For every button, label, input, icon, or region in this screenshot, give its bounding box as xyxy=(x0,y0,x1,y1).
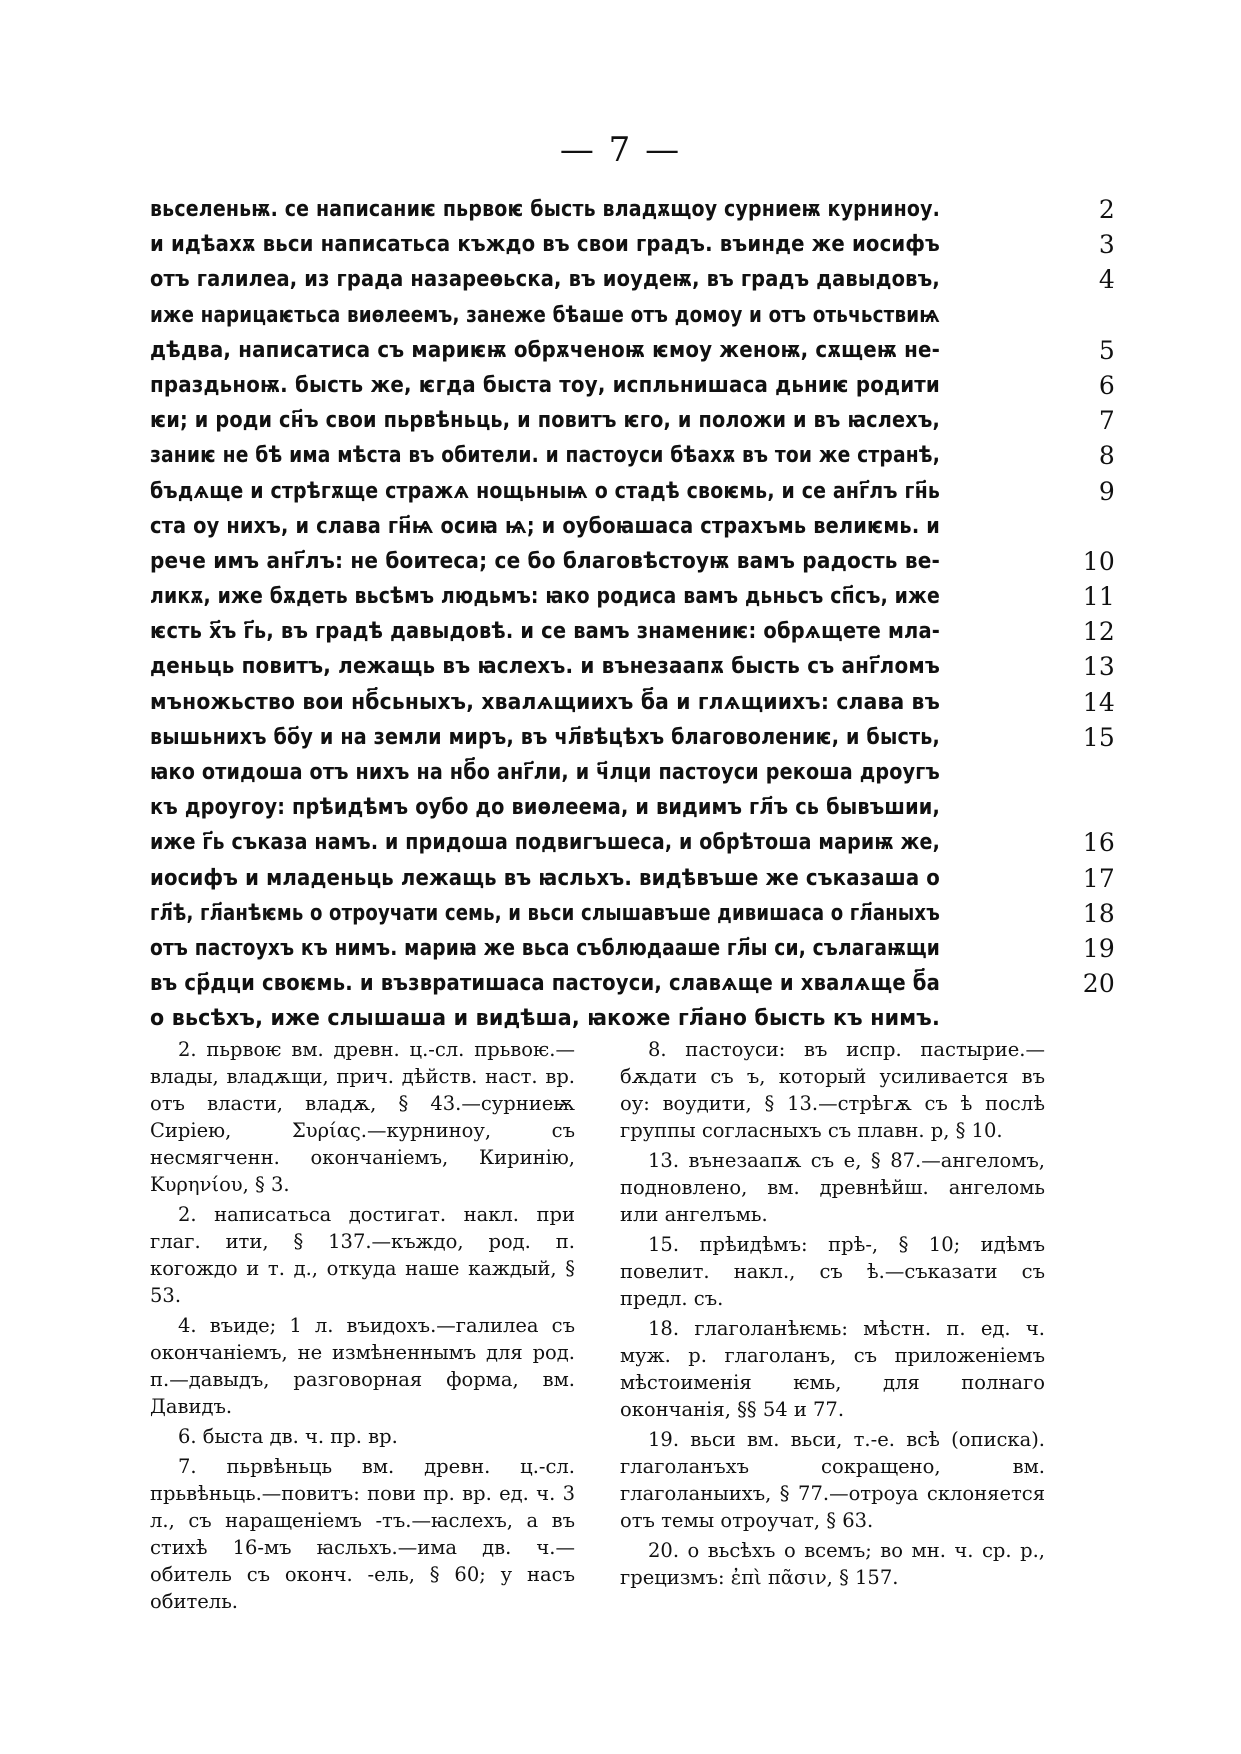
verse-number: 11 xyxy=(1082,582,1115,612)
verse-number: 5 xyxy=(1098,335,1115,365)
text-line xyxy=(150,298,1050,333)
footnote: 19. вьси вм. вьси, т.-е. всѣ (описка). глаголанъхъ сокращено, вм. глаголаныихъ, § 77.—отроуа склоняется отъ темы отроучат, § 63. xyxy=(620,1428,1045,1532)
verse-number: 13 xyxy=(1082,652,1115,682)
text-line xyxy=(150,861,1115,896)
verse-number: 4 xyxy=(1098,265,1115,295)
text-line xyxy=(150,825,1115,860)
text-line xyxy=(150,403,1115,438)
verse-number: 17 xyxy=(1082,863,1115,893)
line-text: мъножьство вои нб҃сьныхъ, хвалѧщиихъ б҃а и глѧщиихъ: слава въ xyxy=(150,689,940,715)
text-line xyxy=(150,649,1115,684)
verse-number: 16 xyxy=(1082,828,1115,858)
line-text: рече имъ анг҃лъ: не боитеса; се бо благовѣстоуѭ вамъ радость ве- xyxy=(150,548,940,574)
footnote: 8. пастоуси: въ испр. пастырие.— бѫдати съ ъ, который усиливается въ оу: воудити, § 13.—стрѣгѫ съ ѣ послѣ группы согласныхъ съ плавн. р, § 10. xyxy=(620,1038,1045,1142)
verse-number: 9 xyxy=(1098,476,1115,506)
line-text: отъ пастоухъ къ нимъ. мариꙗ же вьса съблюдааше гл҃ы си, сълагаѭщи xyxy=(150,935,940,961)
text-line xyxy=(150,509,1050,544)
verse-number: 2 xyxy=(1098,195,1115,224)
line-text: дѣдва, написатиса съ мариѥѭ обрѫченоѭ ѥмоу женоѭ, сѫщеѭ не- xyxy=(150,337,940,363)
footnote: 4. въиде; 1 л. въидохъ.—галилеа съ окончаніемъ, не измѣненнымъ для род. п.—давыдъ, разговорная форма, вм. Давидъ. xyxy=(150,1314,575,1418)
line-text: иосифъ и младеньць лежащь въ ꙗсльхъ. видѣвъше же съказаша о xyxy=(150,865,940,891)
page-number: — 7 — xyxy=(559,130,682,170)
verse-number: 8 xyxy=(1098,441,1115,471)
line-text: бъдѧще и стрѣгѫще стражѧ нощьныѩ о стадѣ своѥмь, и се анг҃лъ гн҃ь xyxy=(150,478,940,504)
footnote: 18. глаголанѣѥмь: мѣстн. п. ед. ч. муж. р. глаголанъ, съ приложеніемъ мѣстоименія ѥмь, для полнаго окончанія, §§ 54 и 77. xyxy=(620,1317,1045,1421)
text-line xyxy=(150,333,1115,368)
text-line xyxy=(150,685,1115,720)
text-line xyxy=(150,720,1115,755)
verse-number: 18 xyxy=(1082,898,1115,928)
footnote: 7. пьрвѣньць вм. древн. ц.-сл. прьвѣньць.—повитъ: пови пр. вр. ед. ч. 3 л., съ наращеніемъ -тъ.—ꙗслехъ, а въ стихѣ 16-мъ ꙗсльхъ.—има дв. ч.—обитель съ оконч. -ель, § 60; у насъ обитель. xyxy=(150,1455,575,1613)
line-text: ѥи; и роди сн҃ъ свои пьрвѣньць, и повитъ ѥго, и положи и въ ꙗслехъ, xyxy=(150,408,940,434)
text-line xyxy=(150,790,1050,825)
line-text: о вьсѣхъ, иже слышаша и видѣша, ꙗкоже гл҃ано бысть къ нимъ. xyxy=(150,1006,940,1032)
line-text: заниѥ не бѣ има мѣста въ обители. и пастоуси бѣахѫ въ тои же странѣ, xyxy=(150,443,940,469)
verse-number: 10 xyxy=(1082,546,1115,576)
line-text: и идѣахѫ вьси написатьса къждо въ свои градъ. въинде же иосифъ xyxy=(150,232,940,258)
footnote: 15. прѣидѣмъ: прѣ-, § 10; идѣмъ повелит. накл., съ ѣ.—съказати съ предл. съ. xyxy=(620,1233,1045,1310)
text-line xyxy=(150,544,1115,579)
verse-number: 14 xyxy=(1082,687,1115,717)
line-text: иже нарицаѥтьса виѳлеемъ, занеже бѣаше отъ домоу и отъ отьчьствиѩ xyxy=(150,302,940,328)
text-line xyxy=(150,966,1115,1001)
line-text: отъ галилеа, из града назареѳьска, въ иоудеѭ, въ градъ давыдовъ, xyxy=(150,267,940,293)
text-line xyxy=(150,438,1115,473)
footnote: 2. пьрвоѥ вм. древн. ц.-сл. прьвоѥ.— влады, владѫщи, прич. дѣйств. наст. вр. отъ власти, владѫ, § 43.—сурниеѭ Сиріею, Συρίας.—курниноу, съ несмягченн. окончаніемъ, Киринію, Κυρηνίου, § 3. xyxy=(150,1038,575,1196)
line-text: гл҃ѣ, гл҃анѣѥмь о отроучати семь, и вьси слышавъше дивишаса о гл҃аныхъ xyxy=(150,900,940,926)
line-text: вышьнихъ бо҃у и на земли миръ, въ чл҃вѣцѣхъ благоволениѥ, и бысть, xyxy=(150,724,940,750)
line-text: ꙗко отидоша отъ нихъ на нб҃о анг҃ли, и ч҃лци пастоуси рекоша дроугъ xyxy=(150,760,940,785)
text-line xyxy=(150,896,1115,931)
line-text: ста оу нихъ, и слава гн҃ѩ осиꙗ ѩ; и оубоꙗшаса страхъмь велиѥмь. и xyxy=(150,513,940,539)
line-text: вьселеньѭ. се написаниѥ пьрвоѥ бысть владѫщоу сурниеѭ курниноу. xyxy=(150,197,940,222)
text-line xyxy=(150,227,1115,262)
line-text: иже г҃ь съказа намъ. и придоша подвигъшеса, и обрѣтоша мариѭ же, xyxy=(150,830,940,856)
text-line xyxy=(150,368,1115,403)
verse-number: 15 xyxy=(1082,722,1115,752)
footnotes-right-column xyxy=(620,1036,1045,1594)
footnotes-left-column xyxy=(150,1036,575,1618)
line-text: въ ср҃дци своѥмь. и възвратишаса пастоуси, славѧще и хвалѧще б҃а xyxy=(150,971,940,997)
verse-number: 20 xyxy=(1082,969,1115,999)
line-text: ѥсть х҃ъ г҃ь, въ градѣ давыдовѣ. и се вамъ знамениѥ: обрѧщете мла- xyxy=(150,619,940,645)
verse-number: 19 xyxy=(1082,933,1115,963)
verse-number: 12 xyxy=(1082,617,1115,647)
footnote: 6. быста дв. ч. пр. вр. xyxy=(178,1425,398,1448)
text-line xyxy=(150,262,1115,297)
footnote: 20. о вьсѣхъ о всемъ; во мн. ч. ср. р., грецизмъ: ἐπὶ πᾶσιν, § 157. xyxy=(620,1539,1045,1589)
text-line xyxy=(150,614,1115,649)
verse-number: 7 xyxy=(1098,406,1115,436)
text-line xyxy=(150,579,1115,614)
text-line xyxy=(150,755,1050,790)
text-line xyxy=(150,474,1115,509)
text-line xyxy=(150,192,1115,227)
text-line xyxy=(150,931,1115,966)
line-text: деньць повитъ, лежащь въ ꙗслехъ. и вънезаапѫ бысть съ анг҃ломъ xyxy=(150,654,940,680)
line-text: къ дроугоу: прѣидѣмъ оубо до виѳлеема, и видимъ гл҃ъ сь бывъшии, xyxy=(150,795,940,821)
line-text: ликѫ, иже бѫдеть вьсѣмъ людьмъ: ꙗко родиса вамъ дьньсъ сп҃съ, иже xyxy=(150,584,940,610)
verse-number: 3 xyxy=(1098,230,1115,260)
text-line xyxy=(150,1001,1050,1036)
main-text xyxy=(150,192,1115,1037)
footnote: 13. вънезаапѫ съ е, § 87.—ангеломъ, подновлено, вм. древнѣйш. ангеломь или ангелъмь. xyxy=(620,1149,1045,1226)
verse-number: 6 xyxy=(1098,370,1115,400)
line-text: праздьноѭ. бысть же, ѥгда быста тоу, испльнишаса дьниѥ родити xyxy=(150,372,940,398)
footnote: 2. написатьса достигат. накл. при глаг. ити, § 137.—къждо, род. п. когождо и т. д., откуда наше каждый, § 53. xyxy=(150,1203,575,1307)
